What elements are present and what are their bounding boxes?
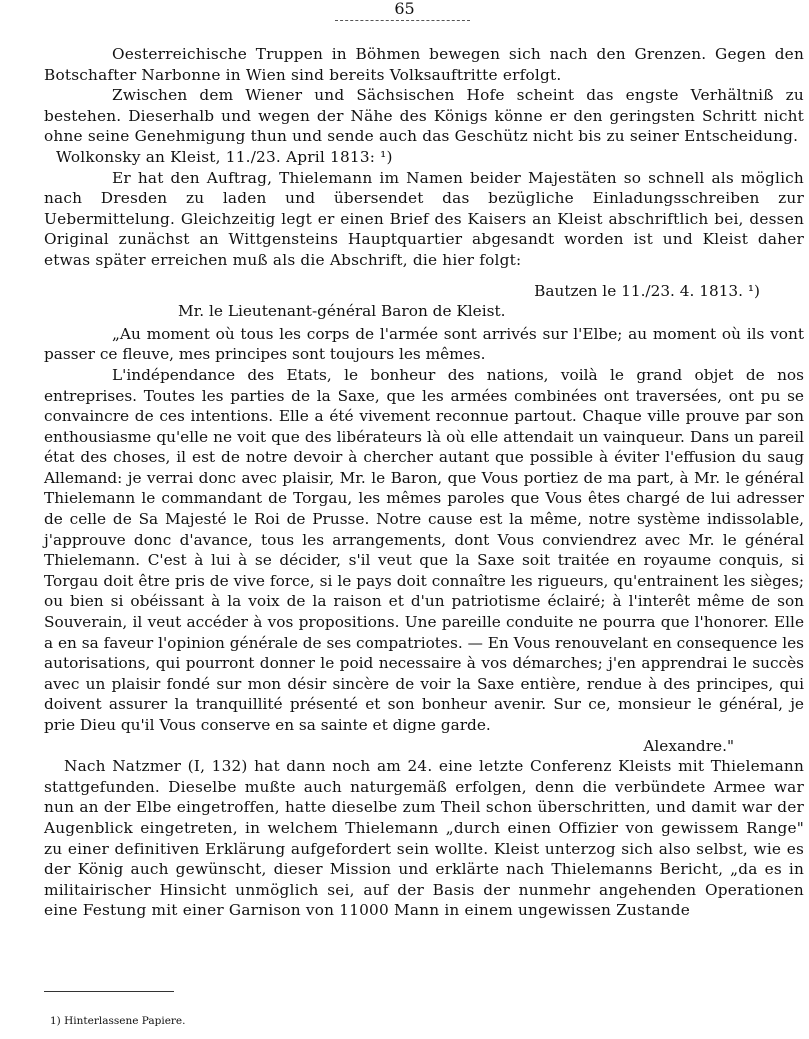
- paragraph-troops: Oesterreichische Truppen in Böhmen bewegen sich nach den Grenzen. Gegen den Botschafter Narbonne in Wien sind bereits Volksauftritte erfolgt.: [44, 45, 804, 84]
- letter-heading: Wolkonsky an Kleist, 11./23. April 1813: ¹): [56, 147, 393, 166]
- paragraph-conference: Nach Natzmer (I, 132) hat dann noch am 24. eine letzte Conferenz Kleists mit Thielemann stattgefunden. Dieselbe mußte auch naturgemäß erfolgen, denn die verbündete Armee war nun an der Elbe eingetroffen, hatte dieselbe zum Theil schon überschritten, und damit war der Augenblick eingetreten, in welchem Thielemann „durch einen Offizier von gewissem Range" zu einer definitiven Erklärung aufgefordert sein wollte. Kleist unterzog sich also selbst, wie es der König auch gewünscht, dieser Mission und erklärte nach Thielemanns Bericht, „da es in militairischer Hinsicht unmöglich sei, auf der Basis der nunmehr angehenden Operationen eine Festung mit einer Garnison von 11000 Mann in einem ungewissen Zustande: [44, 757, 804, 920]
- letter-paragraph-2: L'indépendance des Etats, le bonheur des nations, voilà le grand objet de nos entreprises. Toutes les parties de la Saxe, que les armées combinées ont traversées, ont pu se convaincre de ces intentions. Elle a été vivement reconnue partout. Chaque ville prouve par son enthousiasme qu'elle ne voit que des libérateurs là où elle attendait un vainqueur. Dans un pareil état des choses, il est de notre devoir à chercher autant que possible à éviter l'effusion du saug Allemand: je verrai donc avec plaisir, Mr. le Baron, que Vous portiez de ma part, à Mr. le général Thielemann le commandant de Torgau, les mêmes paroles que Vous êtes chargé de lui adresser de celle de Sa Majesté le Roi de Prusse. Notre cause est la même, notre système indissolable, j'approuve donc d'avance, tous les arrangements, dont Vous conviendrez avec Mr. le général Thielemann. C'est à lui à se décider, s'il veut que la Saxe soit traitée en royaume conquis, si Torgau doit être pris de vive force, si le pays doit connaître les rigueurs, qu'entrainent les sièges; ou bien si obéissant à la voix de la raison et d'un patriotisme éclairé; à l'interêt même de son Souverain, il veut accéder à vos propositions. Une pareille conduite ne pourra que l'honorer. Elle a en sa faveur l'opinion générale de ses compatriotes. — En Vous renouvelant en consequence les autorisations, qui pourront donner le poid necessaire à vos démarches; j'en apprendrai le succès avec un plaisir fondé sur mon désir sincère de voir la Saxe entière, rendue à des principes, qui doivent assurer la tranquillité présenté et son bonheur avenir. Sur ce, monsieur le général, je prie Dieu qu'il Vous conserve en sa sainte et digne garde.: [44, 365, 805, 734]
- letter-signature: Alexandre.": [643, 736, 734, 755]
- letter-paragraph-1: „Au moment où tous les corps de l'armée sont arrivés sur l'Elbe; au moment où ils vont passer ce fleuve, mes principes sont toujours les mêmes.: [44, 324, 804, 364]
- header-rule: [335, 20, 470, 21]
- letter-dateline: Bautzen le 11./23. 4. 1813. ¹): [534, 281, 760, 300]
- page-number: 65: [394, 0, 415, 18]
- footnote-rule: [44, 991, 174, 992]
- paragraph-court: Zwischen dem Wiener und Sächsischen Hofe scheint das engste Verhältniß zu bestehen. Dieserhalb und wegen der Nähe des Königs könne er den geringsten Schritt nicht ohne seine Genehmigung thun und sende auch das Geschütz nicht bis zu seiner Entscheidung.: [44, 86, 804, 146]
- footnote: 1) Hinterlassene Papiere.: [50, 1015, 186, 1027]
- page-body: [44, 44, 804, 921]
- paragraph-mission: Er hat den Auftrag, Thielemann im Namen beider Majestäten so schnell als möglich nach Dresden zu laden und übersendet das bezügliche Einladungsschreiben zur Uebermittelung. Gleichzeitig legt er einen Brief des Kaisers an Kleist abschriftlich bei, dessen Original zunächst an Wittgensteins Hauptquartier abgesandt worden ist und Kleist daher etwas später erreichen muß als die Abschrift, die hier folgt:: [44, 168, 804, 269]
- letter-salutation: Mr. le Lieutenant-général Baron de Kleist.: [178, 302, 506, 321]
